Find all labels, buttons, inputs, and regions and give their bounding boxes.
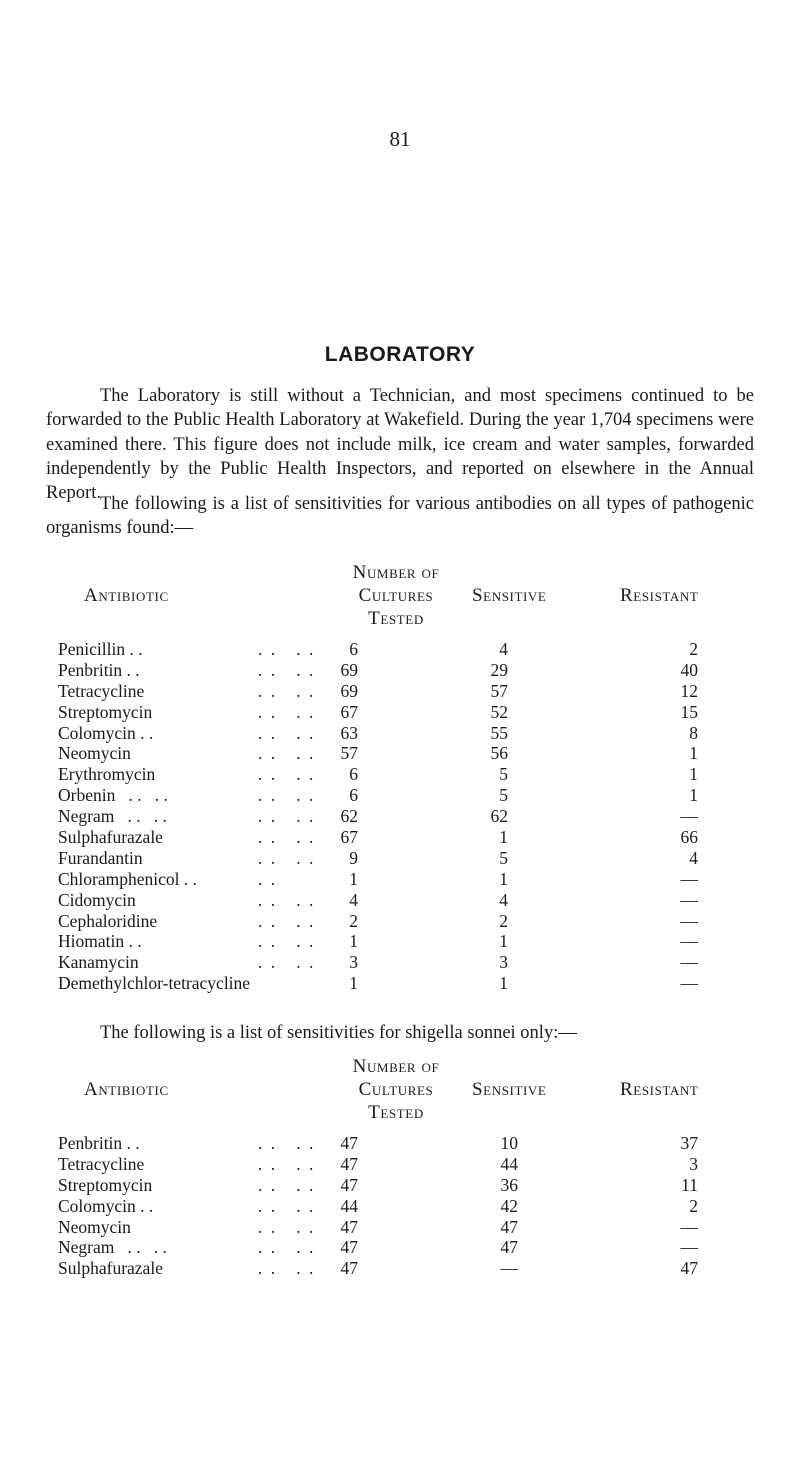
leader-dots: . . — [258, 868, 278, 889]
cultures-tested: 1 — [349, 868, 358, 889]
cultures-tested: 47 — [340, 1237, 358, 1258]
sensitive-count: 3 — [499, 952, 508, 973]
cultures-tested: 69 — [340, 680, 358, 701]
header-cultures: Cultures — [358, 1079, 434, 1100]
intro-paragraph-text: The Laboratory is still without a Technician, and most specimens continued to be forwarded to the Public Health Laboratory at Wakefield. During the year 1,704 specimens were examined there. This figure does not include milk, ice cream and water samples, forwarded independently by the Public Health Inspectors, and reported on elsewhere in the Annual Report. — [46, 386, 754, 504]
antibiotic-name: Kanamycin — [58, 952, 139, 973]
resistant-count: — — [680, 973, 698, 994]
antibiotic-name: Streptomycin — [58, 1174, 153, 1195]
cultures-tested: 47 — [340, 1258, 358, 1279]
table-row — [0, 848, 800, 869]
header-tested: Tested — [368, 608, 424, 629]
table-row — [0, 681, 800, 702]
table-row — [0, 1154, 800, 1175]
table-shigella-sonnei — [0, 1133, 800, 1279]
header-sensitive: Sensitive — [472, 585, 547, 606]
antibiotic-name: Sulphafurazale — [58, 827, 163, 848]
table-row — [0, 639, 800, 660]
table-row — [0, 785, 800, 806]
header-resistant: Resistant — [620, 1079, 699, 1100]
sensitive-count: 52 — [490, 701, 508, 722]
cultures-tested: 57 — [340, 743, 358, 764]
table-row — [0, 952, 800, 973]
resistant-count: 37 — [680, 1133, 698, 1153]
leader-dots: . . . . — [258, 722, 316, 743]
cultures-tested: 62 — [340, 806, 358, 827]
sensitive-count: 1 — [499, 931, 508, 952]
cultures-tested: 2 — [349, 910, 358, 931]
antibiotic-name: Colomycin . . — [58, 1195, 154, 1216]
leader-dots: . . . . — [258, 889, 316, 910]
table-all-organisms — [0, 639, 800, 994]
resistant-count: 3 — [689, 1153, 698, 1174]
cultures-tested: 63 — [340, 722, 358, 743]
sensitive-count: 62 — [490, 806, 508, 827]
antibiotic-name: Erythromycin — [58, 764, 156, 785]
antibiotic-name: Cidomycin — [58, 889, 136, 910]
resistant-count: 1 — [689, 785, 698, 806]
header-cultures: Cultures — [358, 585, 434, 606]
shigella-intro-text: The following is a list of sensitivities for shigella sonnei only:— — [100, 1023, 577, 1043]
sensitive-count: 29 — [490, 659, 508, 680]
header-number-of: Number of — [352, 562, 440, 583]
sensitive-count: — — [500, 1258, 518, 1279]
sensitive-count: 57 — [490, 680, 508, 701]
table-row — [0, 1175, 800, 1196]
table-row — [0, 911, 800, 932]
cultures-tested: 67 — [340, 827, 358, 848]
cultures-tested: 1 — [349, 973, 358, 994]
table-row — [0, 743, 800, 764]
resistant-count: 11 — [681, 1174, 698, 1195]
antibiotic-name: Orbenin . . . . — [58, 785, 168, 806]
sensitive-count: 42 — [500, 1195, 518, 1216]
leader-dots: . . . . — [258, 764, 316, 785]
cultures-tested: 44 — [340, 1195, 358, 1216]
antibiotic-name: Cephaloridine — [58, 910, 158, 931]
table-row — [0, 1196, 800, 1217]
antibiotic-name: Penbritin . . — [58, 1133, 140, 1153]
header-resistant: Resistant — [620, 585, 699, 606]
sensitive-count: 4 — [499, 639, 508, 659]
sensitive-count: 5 — [499, 847, 508, 868]
sensitive-count: 44 — [500, 1153, 518, 1174]
leader-dots: . . . . — [258, 931, 316, 952]
sensitive-count: 1 — [499, 827, 508, 848]
cultures-tested: 3 — [349, 952, 358, 973]
resistant-count: — — [680, 868, 698, 889]
sensitive-count: 10 — [500, 1133, 518, 1153]
table-row — [0, 869, 800, 890]
antibiotic-name: Hiomatin . . — [58, 931, 142, 952]
table-row — [0, 973, 800, 994]
antibiotic-name: Tetracycline — [58, 1153, 145, 1174]
antibiotic-name: Demethylchlor-tetracycline — [58, 973, 251, 994]
leader-dots: . . . . — [258, 680, 316, 701]
sensitive-count: 47 — [500, 1237, 518, 1258]
resistant-count: 2 — [689, 639, 698, 659]
antibiotic-name: Negram . . . . — [58, 806, 167, 827]
resistant-count: 40 — [680, 659, 698, 680]
antibiotic-name: Colomycin . . — [58, 722, 154, 743]
resistant-count: 4 — [689, 847, 698, 868]
leader-dots: . . . . — [258, 1153, 316, 1174]
table-row — [0, 806, 800, 827]
cultures-tested: 47 — [340, 1216, 358, 1237]
sensitive-count: 5 — [499, 785, 508, 806]
cultures-tested: 6 — [349, 639, 358, 659]
leader-dots: . . . . — [258, 952, 316, 973]
leader-dots: . . . . — [258, 1133, 316, 1153]
table-row — [0, 1217, 800, 1238]
table-row — [0, 702, 800, 723]
sensitive-count: 47 — [500, 1216, 518, 1237]
cultures-tested: 47 — [340, 1133, 358, 1153]
shigella-intro — [46, 1021, 754, 1045]
resistant-count: 47 — [680, 1258, 698, 1279]
resistant-count: 15 — [680, 701, 698, 722]
leader-dots: . . . . — [258, 847, 316, 868]
antibiotic-name: Negram . . . . — [58, 1237, 167, 1258]
cultures-tested: 4 — [349, 889, 358, 910]
antibiotic-name: Neomycin — [58, 743, 131, 764]
all-organisms-intro — [46, 492, 754, 541]
antibiotic-name: Penbritin . . — [58, 659, 140, 680]
intro-paragraph — [46, 384, 754, 505]
leader-dots: . . . . — [258, 701, 316, 722]
sensitive-count: 56 — [490, 743, 508, 764]
cultures-tested: 67 — [340, 701, 358, 722]
resistant-count: — — [680, 952, 698, 973]
sensitive-count: 2 — [499, 910, 508, 931]
resistant-count: — — [680, 1237, 698, 1258]
table-row — [0, 1258, 800, 1279]
leader-dots: . . . . — [258, 1195, 316, 1216]
sensitive-count: 4 — [499, 889, 508, 910]
resistant-count: 66 — [680, 827, 698, 848]
table-row — [0, 931, 800, 952]
cultures-tested: 9 — [349, 847, 358, 868]
table-row — [0, 723, 800, 744]
leader-dots: . . . . — [258, 1237, 316, 1258]
header-tested: Tested — [368, 1102, 424, 1123]
antibiotic-name: Sulphafurazale — [58, 1258, 163, 1279]
antibiotic-name: Penicillin . . — [58, 639, 143, 659]
leader-dots: . . . . — [258, 1216, 316, 1237]
sensitive-count: 1 — [499, 973, 508, 994]
table-row — [0, 1237, 800, 1258]
sensitive-count: 1 — [499, 868, 508, 889]
sensitive-count: 55 — [490, 722, 508, 743]
table-row — [0, 660, 800, 681]
sensitive-count: 5 — [499, 764, 508, 785]
cultures-tested: 47 — [340, 1174, 358, 1195]
cultures-tested: 69 — [340, 659, 358, 680]
leader-dots: . . . . — [258, 659, 316, 680]
leader-dots: . . . . — [258, 743, 316, 764]
leader-dots: . . . . — [258, 806, 316, 827]
cultures-tested: 6 — [349, 785, 358, 806]
table-row — [0, 827, 800, 848]
table-row — [0, 890, 800, 911]
leader-dots: . . . . — [258, 639, 316, 659]
antibiotic-name: Furandantin — [58, 847, 143, 868]
cultures-tested: 47 — [340, 1153, 358, 1174]
header-number-of: Number of — [352, 1056, 440, 1077]
antibiotic-name: Neomycin — [58, 1216, 131, 1237]
header-antibiotic: Antibiotic — [84, 1079, 169, 1100]
page-number: 81 — [389, 127, 411, 151]
all-organisms-intro-text: The following is a list of sensitivities for various antibodies on all types of pathogenic organisms found:— — [46, 494, 754, 539]
header-sensitive: Sensitive — [472, 1079, 547, 1100]
leader-dots: . . . . — [258, 785, 316, 806]
resistant-count: — — [680, 910, 698, 931]
resistant-count: 8 — [689, 722, 698, 743]
leader-dots: . . . . — [258, 1258, 316, 1279]
sensitive-count: 36 — [500, 1174, 518, 1195]
resistant-count: 1 — [689, 743, 698, 764]
table-row — [0, 764, 800, 785]
resistant-count: 1 — [689, 764, 698, 785]
cultures-tested: 1 — [349, 931, 358, 952]
antibiotic-name: Tetracycline — [58, 680, 145, 701]
resistant-count: — — [680, 931, 698, 952]
leader-dots: . . . . — [258, 827, 316, 848]
resistant-count: — — [680, 1216, 698, 1237]
cultures-tested: 6 — [349, 764, 358, 785]
page-title: LABORATORY — [324, 343, 476, 366]
resistant-count: 2 — [689, 1195, 698, 1216]
antibiotic-name: Chloramphenicol . . — [58, 868, 198, 889]
antibiotic-name: Streptomycin — [58, 701, 153, 722]
table-row — [0, 1133, 800, 1154]
leader-dots: . . . . — [258, 910, 316, 931]
resistant-count: — — [680, 889, 698, 910]
leader-dots: . . . . — [258, 1174, 316, 1195]
header-antibiotic: Antibiotic — [84, 585, 169, 606]
resistant-count: 12 — [680, 680, 698, 701]
resistant-count: — — [680, 806, 698, 827]
